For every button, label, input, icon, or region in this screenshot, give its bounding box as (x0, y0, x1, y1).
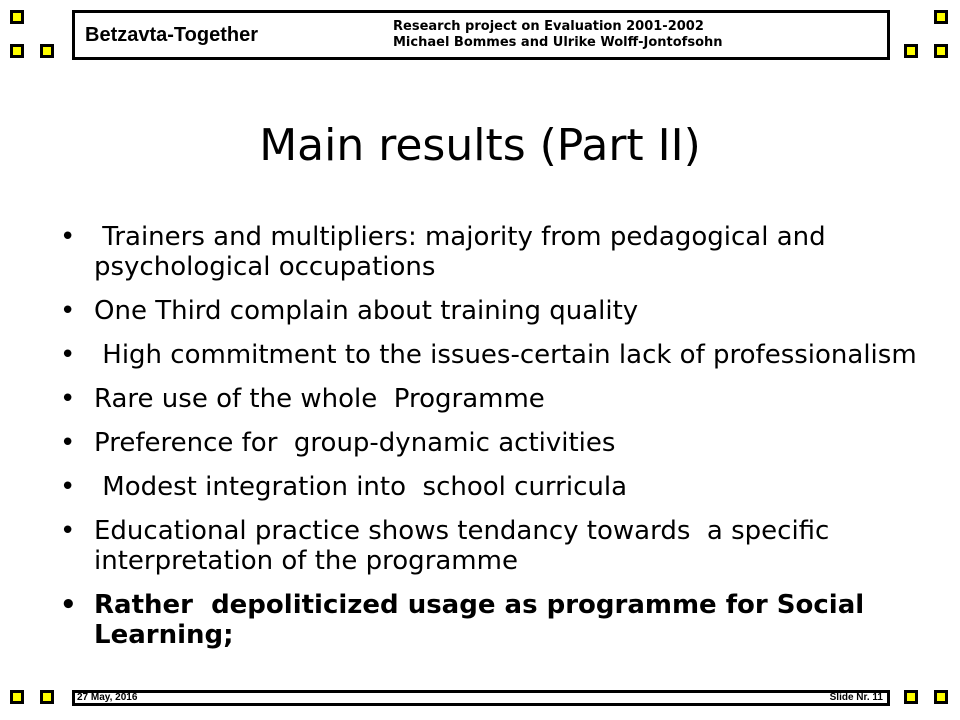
corner-square-top-right-2 (904, 44, 918, 58)
bullet-item (60, 296, 920, 326)
footer-date: 27 May, 2016 (77, 692, 138, 703)
corner-square-bottom-right-2 (934, 690, 948, 704)
bullet-dot: • (60, 222, 76, 252)
bullet-dot: • (60, 428, 76, 458)
bullet-dot: • (60, 384, 76, 414)
bullet-dot: • (60, 590, 77, 620)
corner-square-top-right-3 (934, 44, 948, 58)
corner-square-top-left-1 (10, 10, 24, 24)
bullet-item (60, 222, 920, 282)
bullet-dot: • (60, 296, 76, 326)
slide-title: Main results (Part II) (259, 120, 701, 171)
header-banner (72, 10, 890, 60)
corner-square-top-left-3 (40, 44, 54, 58)
bullet-item (60, 340, 920, 370)
bullet-text: Rare use of the whole Programme (94, 384, 545, 414)
bullet-text: Educational practice shows tendancy towards a specific interpretation of the programme (94, 516, 838, 576)
bullet-text: Trainers and multipliers: majority from pedagogical and psychological occupations (94, 222, 834, 282)
bullet-text: High commitment to the issues-certain lack of professionalism (94, 340, 917, 370)
footer-bar (72, 690, 890, 706)
slide-number: Slide Nr. 11 (829, 692, 883, 703)
brand-title: Betzavta-Together (85, 24, 258, 46)
bullet-dot: • (60, 516, 76, 546)
bullet-item-emphasis (60, 590, 920, 650)
corner-square-top-left-2 (10, 44, 24, 58)
bullet-item (60, 516, 920, 576)
bullet-list (60, 222, 920, 664)
project-line-2: Michael Bommes and Ulrike Wolff-Jontofsohn (393, 35, 723, 50)
corner-square-bottom-left-2 (40, 690, 54, 704)
corner-square-bottom-left-1 (10, 690, 24, 704)
bullet-text: Modest integration into school curricula (94, 472, 628, 502)
project-info (393, 19, 723, 51)
project-line-1: Research project on Evaluation 2001-2002 (393, 19, 704, 34)
bullet-item (60, 384, 920, 414)
bullet-dot: • (60, 472, 76, 502)
bullet-item (60, 428, 920, 458)
bullet-dot: • (60, 340, 76, 370)
bullet-item (60, 472, 920, 502)
corner-square-bottom-right-1 (904, 690, 918, 704)
bullet-text: One Third complain about training quality (94, 296, 639, 326)
bullet-text: Rather depoliticized usage as programme for Social Learning; (94, 590, 874, 650)
bullet-text: Preference for group-dynamic activities (94, 428, 616, 458)
corner-square-top-right-1 (934, 10, 948, 24)
